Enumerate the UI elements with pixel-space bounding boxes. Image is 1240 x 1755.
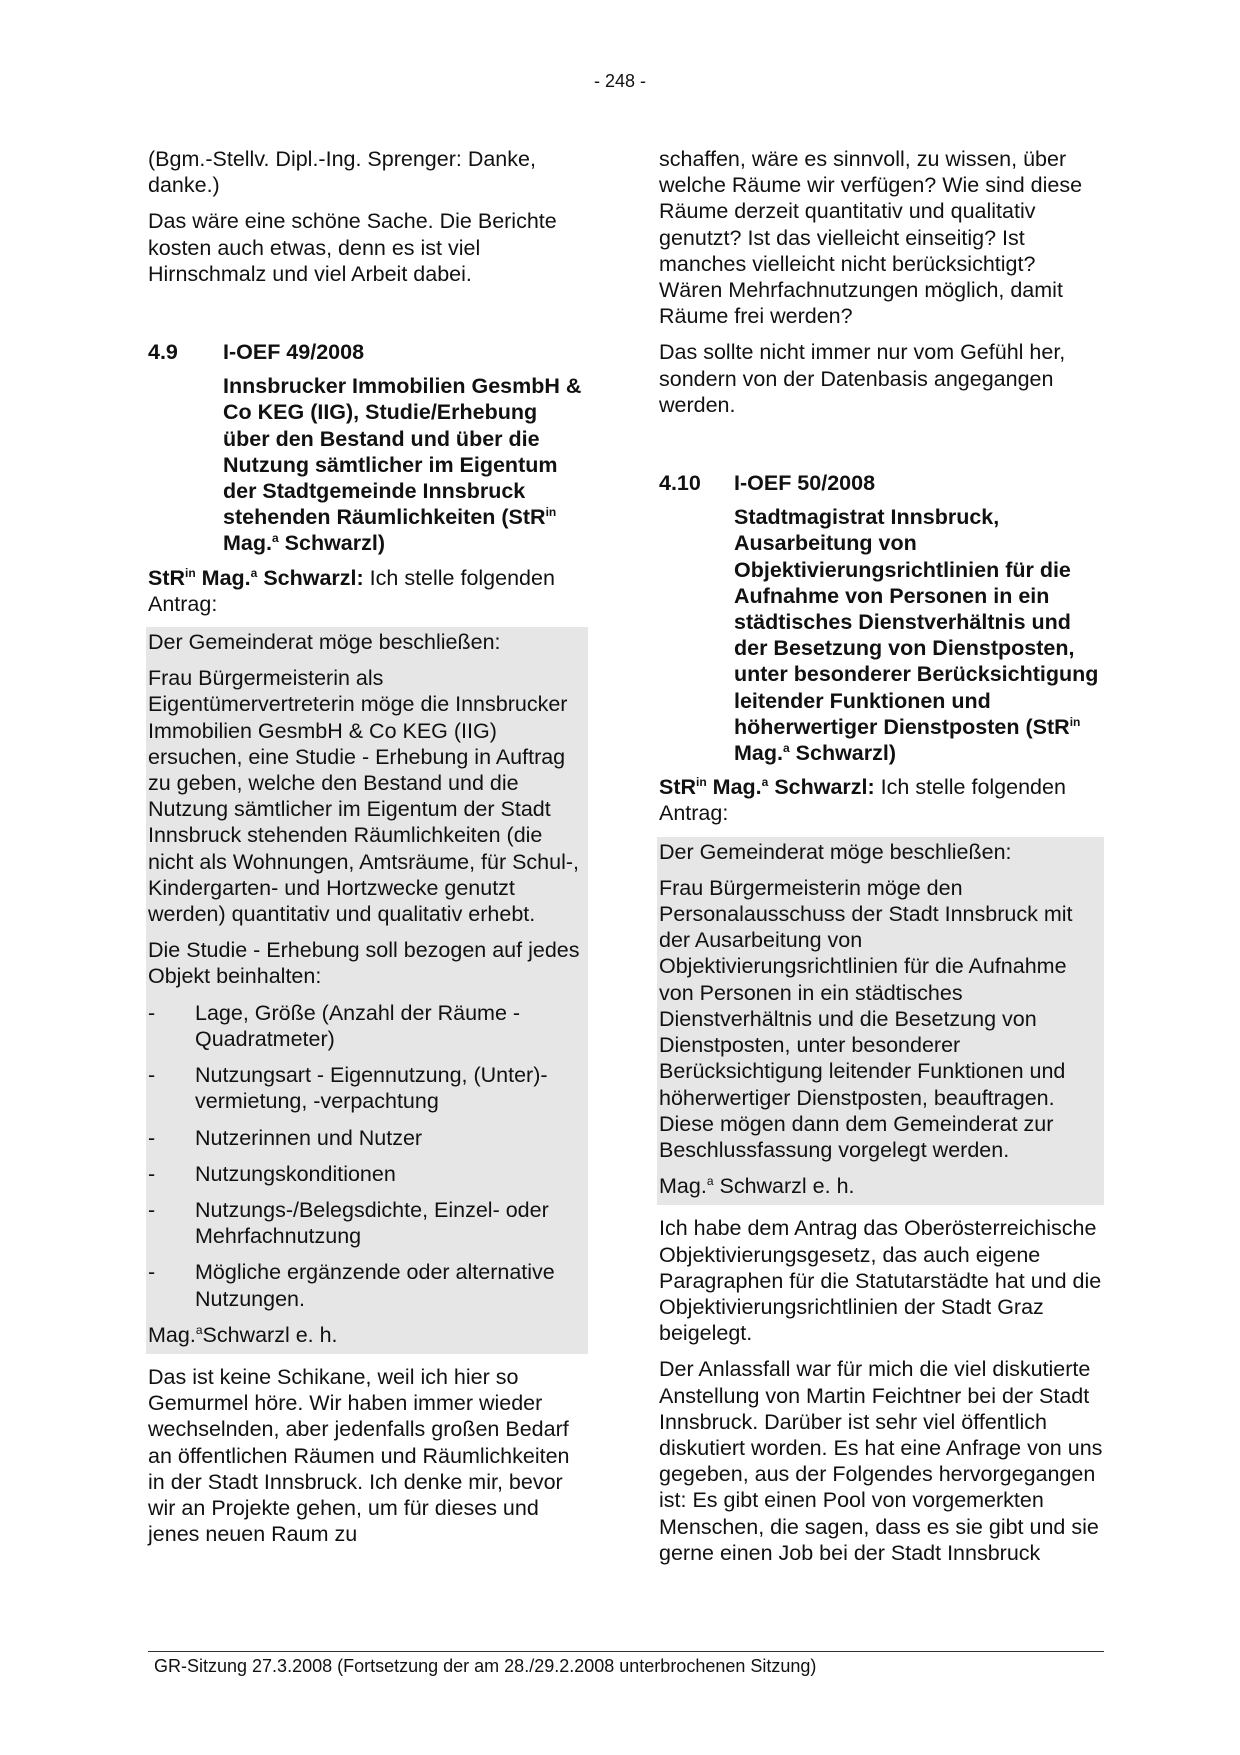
right-column — [659, 146, 1104, 1576]
section-number: 4.10 — [659, 471, 701, 496]
left-paragraph-1: (Bgm.-Stellv. Dipl.-Ing. Sprenger: Danke, danke.) — [148, 147, 536, 198]
section-number: 4.9 — [148, 340, 178, 365]
list-item: - Nutzungsart - Eigennutzung, (Unter)-vermietung, -verpachtung — [148, 1063, 548, 1114]
list-item: - Mögliche ergänzende oder alternative Nutzungen. — [148, 1260, 555, 1311]
section-heading-4-9 — [148, 339, 588, 557]
list-item: - Nutzerinnen und Nutzer — [148, 1125, 423, 1150]
footer-divider — [148, 1651, 1104, 1652]
section-code: I-OEF 49/2008 — [223, 340, 365, 365]
footer-text: GR-Sitzung 27.3.2008 (Fortsetzung der am 28./29.2.2008 unterbrochenen Sitzung) — [154, 1656, 817, 1676]
section-title: Stadtmagistrat Innsbruck, Ausarbeitung von Objektivierungsrichtlinien für die Aufnahme von Personen in ein städtisches Dienstverhältnis und der Besetzung von Dienstposten, unter besonderer Berücksichtigung leitender Funktionen und höherwertiger Dienstposten (StR$^{in}$ Mag.$^a$ Schwarzl) — [734, 505, 1099, 766]
speaker-intro: StR$^{in}$ Mag.$^a$ Schwarzl: Ich stelle folgenden Antrag: — [148, 565, 555, 616]
section-title: Innsbrucker Immobilien GesmbH & Co KEG (IIG), Studie/Erhebung über den Bestand und über die Nutzung sämtlicher im Eigentum der Stadtgemeinde Innsbruck stehenden Räumlichkeiten (StR$^{in}$ Mag.$^a$ Schwarzl) — [223, 374, 582, 556]
right-paragraph-1: schaffen, wäre es sinnvoll, zu wissen, über welche Räume wir verfügen? Wie sind diese Räume derzeit quantitativ und qualitativ genutzt? Ist das vielleicht einseitig? Ist manches vielleicht nicht berücksichtigt? Wären Mehrfachnutzungen möglich, damit Räume frei werden? — [659, 147, 1083, 329]
left-paragraph-after: Das ist keine Schikane, weil ich hier so Gemurmel höre. Wir haben immer wieder wechselnden, aber jedenfalls großen Bedarf an öffentlichen Räumen und Räumlichkeiten in der Stadt Innsbruck. Ich denke mir, bevor wir an Projekte gehen, um für dieses und jenes neuen Raum zu — [148, 1364, 570, 1547]
section-code: I-OEF 50/2008 — [734, 471, 876, 496]
motion-intro: Der Gemeinderat möge beschließen: — [148, 630, 501, 655]
speaker-intro: StR$^{in}$ Mag.$^a$ Schwarzl: Ich stelle folgenden Antrag: — [659, 775, 1066, 826]
list-item: - Lage, Größe (Anzahl der Räume - Quadratmeter) — [148, 1000, 521, 1051]
motion-intro: Der Gemeinderat möge beschließen: — [659, 839, 1012, 864]
motion-list — [148, 1000, 586, 1312]
motion-box — [146, 627, 588, 1354]
motion-text: Frau Bürgermeisterin möge den Personalausschuss der Stadt Innsbruck mit der Ausarbeitung von Objektivierungsrichtlinien für die Aufnahme von Personen in ein städtisches Dienstverhältnis und die Besetzung von Dienstposten, unter besonderer Berücksichtigung leitender Funktionen und höherwertiger Dienstposten, beauftragen. Diese mögen dann dem Gemeinderat zur Beschlussfassung vorgelegt werden. — [659, 875, 1073, 1162]
right-paragraph-2: Das sollte nicht immer nur vom Gefühl her, sondern von der Datenbasis angegangen werden. — [659, 340, 1066, 417]
list-item: - Nutzungskonditionen — [148, 1161, 396, 1186]
list-item: - Nutzungs-/Belegsdichte, Einzel- oder Mehrfachnutzung — [148, 1197, 549, 1249]
left-paragraph-2: Das wäre eine schöne Sache. Die Berichte kosten auch etwas, denn es ist viel Hirnschmalz und viel Arbeit dabei. — [148, 209, 557, 286]
motion-box — [657, 837, 1104, 1206]
right-paragraph-4: Der Anlassfall war für mich die viel diskutierte Anstellung von Martin Feichtner bei der Stadt Innsbruck. Darüber ist sehr viel öffentlich diskutiert worden. Es hat eine Anfrage von uns gegeben, aus der Folgendes hervorgegangen ist: Es gibt einen Pool von vorgemerkten Menschen, die sagen, dass es sie gibt und sie gerne einen Job bei der Stadt Innsbruck — [659, 1357, 1103, 1565]
signature: Mag.$^a$ Schwarzl e. h. — [659, 1173, 855, 1199]
motion-list-intro: Die Studie - Erhebung soll bezogen auf jedes Objekt beinhalten: — [148, 938, 580, 989]
left-column — [148, 146, 588, 1557]
signature: Mag.$^a$Schwarzl e. h. — [148, 1322, 338, 1347]
section-heading-4-10 — [659, 470, 1104, 766]
right-paragraph-3: Ich habe dem Antrag das Oberösterreichische Objektivierungsgesetz, das auch eigene Paragraphen für die Statutarstädte hat und die Objektivierungsrichtlinien der Stadt Graz beigelegt. — [659, 1216, 1102, 1346]
motion-text: Frau Bürgermeisterin als Eigentümervertreterin möge die Innsbrucker Immobilien GesmbH & Co KEG (IIG) ersuchen, eine Studie - Erhebung in Auftrag zu geben, welche den Bestand und die Nutzung sämtlicher im Eigentum der Stadt Innsbruck stehenden Räumlichkeiten (die nicht als Wohnungen, Amtsräume, für Schul-, Kindergarten- und Hortzwecke genutzt werden) quantitativ und qualitativ erhebt. — [148, 666, 580, 927]
page-number: - 248 - — [593, 71, 647, 91]
